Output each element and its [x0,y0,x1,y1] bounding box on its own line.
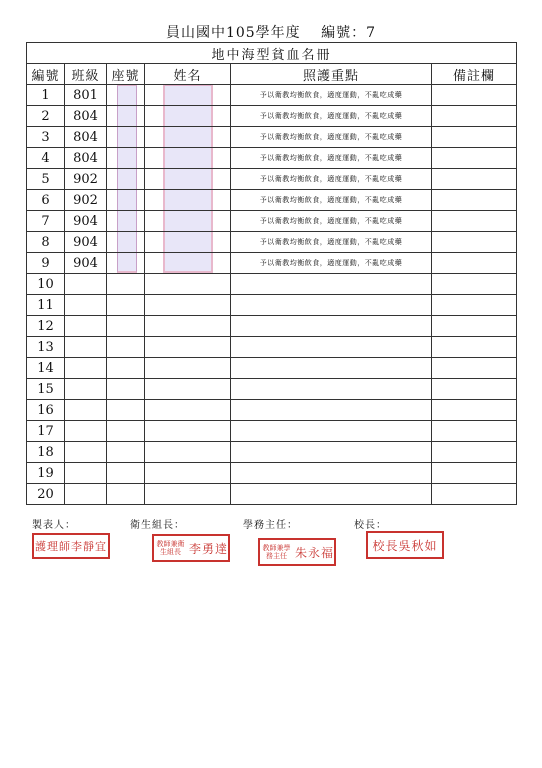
remarks-cell [432,232,517,253]
seat-cell [107,337,145,358]
name-cell [145,169,231,190]
care-focus-cell: 予以衛教均衡飲食，適度運動，不亂吃成藥 [231,211,432,232]
name-cell [145,316,231,337]
academic-director-seal-name: 朱永福 [294,545,334,560]
name-redaction-mask [163,253,213,273]
class-cell [65,274,107,295]
name-redaction-mask [163,85,213,106]
remarks-cell [432,316,517,337]
class-cell [65,337,107,358]
remarks-cell [432,190,517,211]
class-cell: 904 [65,253,107,274]
seat-cell [107,463,145,484]
remarks-cell [432,253,517,274]
remarks-cell [432,358,517,379]
remarks-cell [432,85,517,106]
principal-seal-stamp [366,531,444,559]
name-redaction-mask [163,232,213,253]
row-number-cell: 1 [27,85,65,106]
row-number-cell: 6 [27,190,65,211]
row-number-cell: 16 [27,400,65,421]
class-cell [65,316,107,337]
care-focus-cell [231,484,432,505]
preparer-label: 製表人： [32,520,76,531]
name-cell [145,379,231,400]
name-cell [145,211,231,232]
class-cell: 904 [65,232,107,253]
seat-redaction-mask [117,211,137,232]
seat-cell [107,253,145,274]
table-row [27,148,517,169]
remarks-cell [432,400,517,421]
page-title: 員山國中105學年度 編號：7 [165,25,377,41]
table-row [27,106,517,127]
seat-redaction-mask [117,190,137,211]
remarks-cell [432,169,517,190]
class-cell: 904 [65,211,107,232]
table-row [27,379,517,400]
remarks-cell [432,421,517,442]
table-row [27,190,517,211]
seat-cell [107,316,145,337]
care-focus-cell: 予以衛教均衡飲食，適度運動，不亂吃成藥 [231,253,432,274]
seat-cell [107,190,145,211]
care-focus-cell [231,274,432,295]
health-leader-seal-title: 教師兼衛生組長 [156,540,185,556]
row-number-cell: 2 [27,106,65,127]
row-number-cell: 14 [27,358,65,379]
name-cell [145,106,231,127]
table-row [27,295,517,316]
table-row [27,358,517,379]
seat-cell [107,85,145,106]
seat-cell [107,442,145,463]
remarks-cell [432,295,517,316]
class-cell [65,442,107,463]
seat-redaction-mask [117,106,137,127]
seat-cell [107,148,145,169]
principal-seal-text: 校長吳秋如 [372,538,438,553]
row-number-cell: 4 [27,148,65,169]
academic-director-label: 學務主任： [243,520,298,531]
class-cell: 804 [65,148,107,169]
seat-cell [107,274,145,295]
table-row [27,484,517,505]
class-cell [65,484,107,505]
table-row [27,442,517,463]
name-redaction-mask [163,190,213,211]
remarks-cell [432,337,517,358]
preparer-seal-stamp [32,533,110,559]
name-cell [145,274,231,295]
name-cell [145,127,231,148]
table-header-row [27,64,517,85]
seat-cell [107,232,145,253]
care-focus-cell [231,463,432,484]
table-row [27,463,517,484]
class-cell: 804 [65,106,107,127]
seat-redaction-mask [117,169,137,190]
seat-cell [107,358,145,379]
seat-cell [107,421,145,442]
table-caption: 地中海型貧血名冊 [27,43,517,64]
table-row [27,253,517,274]
seat-cell [107,400,145,421]
name-cell [145,148,231,169]
table-body [27,85,517,505]
health-leader-seal-stamp [152,534,230,562]
row-number-cell: 15 [27,379,65,400]
class-cell: 902 [65,190,107,211]
name-cell [145,484,231,505]
name-cell [145,295,231,316]
thalassemia-roster-table [26,42,517,505]
name-cell [145,232,231,253]
care-focus-cell [231,442,432,463]
row-number-cell: 5 [27,169,65,190]
care-focus-cell: 予以衛教均衡飲食，適度運動，不亂吃成藥 [231,127,432,148]
column-header-number: 編號 [27,64,65,85]
remarks-cell [432,274,517,295]
care-focus-cell [231,400,432,421]
seat-redaction-mask [117,232,137,253]
remarks-cell [432,211,517,232]
class-cell [65,358,107,379]
row-number-cell: 12 [27,316,65,337]
name-cell [145,253,231,274]
column-header-name: 姓名 [145,64,231,85]
name-cell [145,190,231,211]
care-focus-cell [231,358,432,379]
table-row [27,211,517,232]
row-number-cell: 13 [27,337,65,358]
care-focus-cell: 予以衛教均衡飲食，適度運動，不亂吃成藥 [231,169,432,190]
class-cell: 902 [65,169,107,190]
class-cell [65,463,107,484]
seat-cell [107,295,145,316]
row-number-cell: 17 [27,421,65,442]
care-focus-cell [231,337,432,358]
seat-cell [107,379,145,400]
class-cell [65,421,107,442]
name-redaction-mask [163,148,213,169]
seat-redaction-mask [117,253,137,273]
seat-cell [107,211,145,232]
column-header-seat: 座號 [107,64,145,85]
name-cell [145,421,231,442]
row-number-cell: 11 [27,295,65,316]
principal-label: 校長： [354,520,387,531]
remarks-cell [432,127,517,148]
name-redaction-mask [163,211,213,232]
name-redaction-mask [163,169,213,190]
row-number-cell: 10 [27,274,65,295]
name-cell [145,463,231,484]
name-cell [145,337,231,358]
name-redaction-mask [163,106,213,127]
care-focus-cell: 予以衛教均衡飲食，適度運動，不亂吃成藥 [231,106,432,127]
class-cell [65,295,107,316]
table-row [27,169,517,190]
row-number-cell: 3 [27,127,65,148]
remarks-cell [432,484,517,505]
seat-cell [107,484,145,505]
seat-redaction-mask [117,85,137,106]
table-row [27,127,517,148]
academic-director-seal-title: 教師兼學務主任 [262,544,291,560]
class-cell [65,400,107,421]
care-focus-cell [231,316,432,337]
health-leader-label: 衛生組長： [130,520,185,531]
remarks-cell [432,379,517,400]
table-row [27,337,517,358]
seat-cell [107,169,145,190]
care-focus-cell [231,295,432,316]
class-cell: 801 [65,85,107,106]
seat-redaction-mask [117,127,137,148]
preparer-seal-text: 護理師李靜宜 [35,540,107,553]
row-number-cell: 20 [27,484,65,505]
row-number-cell: 9 [27,253,65,274]
remarks-cell [432,106,517,127]
table-row [27,232,517,253]
name-redaction-mask [163,127,213,148]
name-cell [145,358,231,379]
remarks-cell [432,442,517,463]
class-cell [65,379,107,400]
remarks-cell [432,148,517,169]
health-leader-seal-name: 李勇達 [188,541,228,556]
name-cell [145,400,231,421]
seat-cell [107,106,145,127]
care-focus-cell [231,379,432,400]
row-number-cell: 18 [27,442,65,463]
table-row [27,316,517,337]
care-focus-cell: 予以衛教均衡飲食，適度運動，不亂吃成藥 [231,85,432,106]
name-cell [145,442,231,463]
table-row [27,400,517,421]
care-focus-cell: 予以衛教均衡飲食，適度運動，不亂吃成藥 [231,190,432,211]
class-cell: 804 [65,127,107,148]
column-header-care-focus: 照護重點 [231,64,432,85]
row-number-cell: 8 [27,232,65,253]
care-focus-cell: 予以衛教均衡飲食，適度運動，不亂吃成藥 [231,148,432,169]
remarks-cell [432,463,517,484]
row-number-cell: 19 [27,463,65,484]
table-row [27,85,517,106]
seat-cell [107,127,145,148]
name-cell [145,85,231,106]
row-number-cell: 7 [27,211,65,232]
column-header-remarks: 備註欄 [432,64,517,85]
column-header-class: 班級 [65,64,107,85]
table-row [27,421,517,442]
care-focus-cell: 予以衛教均衡飲食，適度運動，不亂吃成藥 [231,232,432,253]
academic-director-seal-stamp [258,538,336,566]
table-row [27,274,517,295]
care-focus-cell [231,421,432,442]
seat-redaction-mask [117,148,137,169]
